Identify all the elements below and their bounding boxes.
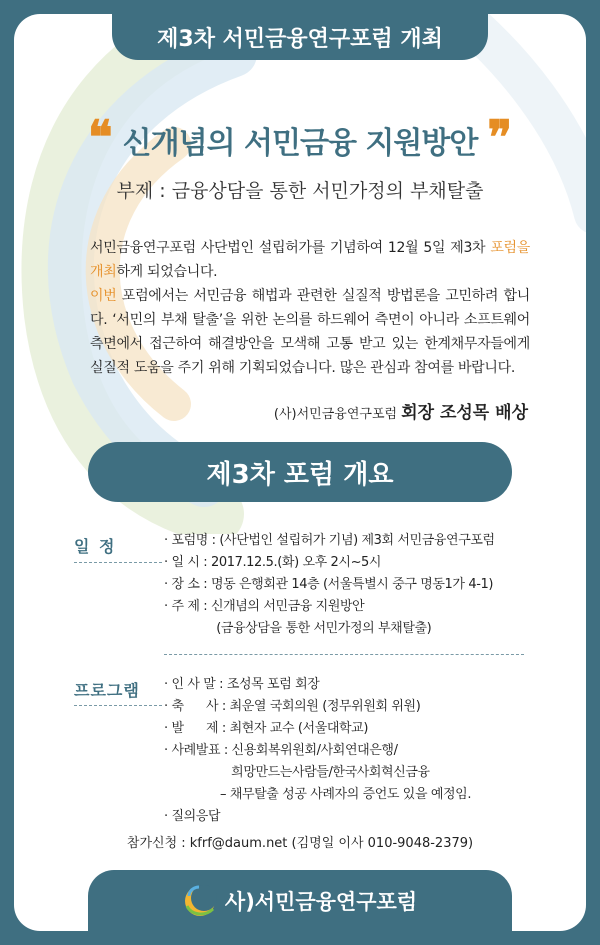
- section-divider: [164, 654, 524, 655]
- open-quote-icon: ❝: [87, 110, 113, 164]
- program-divider: [74, 705, 162, 706]
- intro-paragraph: [90, 236, 530, 380]
- intro-highlight: 포럼을 개최: [90, 240, 530, 280]
- header-banner: [112, 14, 488, 60]
- overview-banner: [88, 442, 512, 502]
- crescent-logo-icon: [183, 884, 217, 918]
- intro-highlight: 이번: [90, 288, 117, 304]
- program-line: 희망만드는사람들/한국사회혁신금융: [164, 765, 430, 780]
- program-line: · 질의응답: [164, 809, 221, 824]
- poster-card: [14, 14, 586, 931]
- program-list: [164, 674, 471, 828]
- signature: [274, 398, 528, 423]
- program-line: · 인 사 말 : 조성목 포럼 회장: [164, 677, 320, 692]
- footer-org-name: 사)서민금융연구포럼: [224, 889, 418, 914]
- subtitle: 부제 : 금융상담을 통한 서민가정의 부채탈출: [116, 180, 484, 202]
- schedule-line: · 장 소 : 명동 은행회관 14층 (서울특별시 중구 명동1가 4-1): [164, 577, 494, 592]
- program-line: · 사례발표 : 신용회복위원회/사회연대은행/: [164, 743, 398, 758]
- program-line: – 채무탈출 성공 사례자의 증언도 있을 예정임.: [164, 787, 472, 802]
- footer-banner: [88, 870, 512, 931]
- header-title: 제3차 서민금융연구포럼 개최: [157, 26, 443, 52]
- main-title: 신개념의 서민금융 지원방안: [122, 126, 478, 161]
- overview-title: 제3차 포럼 개요: [206, 459, 394, 490]
- hero-title-row: [14, 110, 586, 164]
- program-line: · 축 사 : 최운열 국회의원 (정무위원회 위원): [164, 699, 421, 714]
- schedule-label: 일 정: [74, 537, 117, 556]
- schedule-list: [164, 530, 495, 640]
- close-quote-icon: ❞: [487, 110, 513, 164]
- schedule-divider: [74, 562, 162, 563]
- schedule-line: (금융상담을 통한 서민가정의 부채탈출): [164, 621, 432, 636]
- contact-info: 참가신청 : kfrf@daum.net (김명일 이사 010-9048-2379): [126, 836, 474, 851]
- schedule-line: · 포럼명 : (사단법인 설립허가 기념) 제3회 서민금융연구포럼: [164, 533, 495, 548]
- program-label: 프로그램: [74, 681, 140, 700]
- signature-org: (사)서민금융연구포럼: [273, 407, 402, 422]
- schedule-line: · 주 제 : 신개념의 서민금융 지원방안: [164, 599, 365, 614]
- intro-text: 하게 되었습니다.: [116, 264, 218, 280]
- signature-name: 회장 조성목 배상: [401, 403, 528, 423]
- intro-text: 포럼에서는 서민금융 해법과 관련한 실질적 방법론을 고민하려 합니다. ‘서민의 부채 탈출’을 위한 논의를 하드웨어 측면이 아니라 소프트웨어 측면에서 접근하여 해결방안을 모색해 고통 받고 있는 한계채무자들에게 실질적 도움을 주기 위해 기획되었습니다. 많은 관심과 참여를 바랍니다.: [90, 288, 530, 376]
- schedule-line: · 일 시 : 2017.12.5.(화) 오후 2시~5시: [164, 555, 382, 570]
- program-line: · 발 제 : 최현자 교수 (서울대학교): [164, 721, 369, 736]
- intro-text: 서민금융연구포럼 사단법인 설립허가를 기념하여 12월 5일 제3차: [90, 240, 491, 256]
